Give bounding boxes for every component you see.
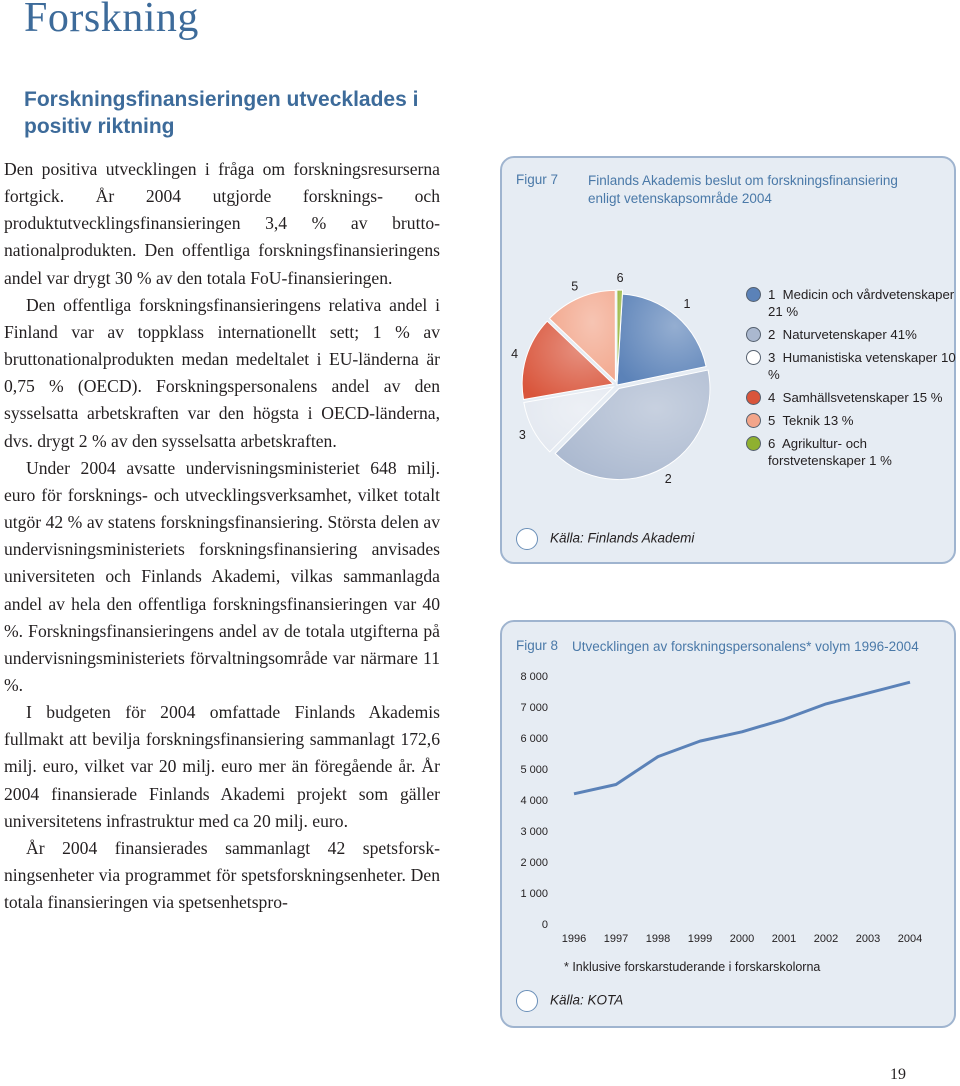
legend-num: 1 [768,287,776,302]
legend-item [746,435,956,469]
pie-slice-label: 4 [511,347,519,362]
pie-slice-shade [617,294,706,385]
y-tick-label: 3 000 [520,826,548,838]
legend-item [746,389,956,406]
body-paragraph: Den offentliga forskningsfinansieringens relativa andel i Finland var av toppklass internationellt sett; 1 % av bruttonationalprodukten medan medeltalet i EU-länderna är 0,75 % (OECD). Forskningspersonalens andel av den sysselsatta arbetskraften var den högsta i OECD-länderna, dvs. drygt 2 % av den sysselsatta arbetskraften. [4,294,440,451]
y-tick-label: 2 000 [520,857,548,869]
x-tick-label: 2000 [729,933,755,945]
figure-8-box [500,620,956,1028]
legend-num: 3 [768,350,776,365]
series-line [574,682,910,794]
x-tick-label: 1996 [561,933,587,945]
body-paragraph: I budgeten för 2004 omfattade Finlands Akademis fullmakt att bevilja forskningsfinansiering sammanlagt 172,6 milj. euro, vilket var 20 milj. euro mer än föregående år. År 2004 finansierade Finlands Akademi projekt som gäller universitetens infrastruktur med ca 20 milj. euro. [4,702,440,831]
section-title: Forskning [24,0,199,41]
y-tick-label: 1 000 [520,888,548,900]
figure-8-source [516,990,623,1012]
legend-item [746,326,956,343]
y-tick-label: 5 000 [520,764,548,776]
legend-swatch [746,327,761,342]
body-paragraph: Den positiva utvecklingen i fråga om forskningsresurserna fortgick. År 2004 utgjorde forsknings- och produktutvecklingsfinansieringen 3,4 % av bruttonationalprodukten. Den offentliga forskningsfinansieringens andel var drygt 30 % av den totala FoU-finansieringen. [4,159,440,288]
page-number: 19 [890,1066,906,1083]
x-tick-label: 2004 [897,933,923,945]
figure-7-title: Finlands Akademis beslut om forskningsfinansiering enligt vetenskapsområde 2004 [588,173,898,206]
figure-7-source [516,528,694,550]
x-tick-label: 1997 [603,933,629,945]
figure-7-number: Figur 7 [516,172,559,187]
y-tick-label: 8 000 [520,671,548,683]
body-paragraph: År 2004 finansierades sammanlagt 42 spetsforskningsenheter via programmet för spetsforskningsenheter. Den totala finansieringen via spetsenhetspro- [4,837,440,913]
legend-num: 2 [768,327,776,342]
legend-label: Agrikultur- och forstvetenskaper 1 % [768,436,892,468]
figure-7-box [500,156,956,564]
legend-swatch [746,413,761,428]
pie-slice-label: 6 [616,271,624,286]
source-text: Källa: KOTA [550,992,624,1008]
legend-item [746,286,956,320]
article-body [4,156,440,916]
x-tick-label: 1998 [645,933,671,945]
legend-item [746,349,956,383]
body-paragraph: Under 2004 avsatte undervisningsministeriet 648 milj. euro för forsknings- och utvecklingsverksamhet, vilket totalt utgör 42 % av statens forskningsfinansiering. Största delen av undervisningsministeriets forskningsfinansiering anvisades universiteten och Finlands Akademi, vilkas sammanlagda andel av hela den offentliga forskningsfinansieringen var 40 %. Forskningsfinansieringens andel av de totala utgifterna på undervisningsministeriets förvaltningsområde var närmare 11 %. [4,457,440,695]
legend-label: Samhällsvetenskaper 15 % [782,390,943,405]
circle-icon [516,990,538,1012]
legend-label: Humanistiska vetenskaper 10 % [768,350,956,382]
legend-num: 6 [768,436,776,451]
figure-8-title: Utvecklingen av forskningspersonalens* volym 1996-2004 [572,639,919,654]
circle-icon [516,528,538,550]
y-tick-label: 6 000 [520,733,548,745]
legend-swatch [746,436,761,451]
x-tick-label: 2002 [813,933,839,945]
source-text: Källa: Finlands Akademi [550,530,695,546]
article-heading: Forskningsfinansieringen utvecklades i positiv riktning [24,88,419,138]
x-tick-label: 2001 [771,933,797,945]
pie-slice-label: 1 [683,297,691,312]
legend-swatch [746,350,761,365]
legend-swatch [746,390,761,405]
legend-item [746,412,956,429]
x-tick-label: 1999 [687,933,713,945]
legend-label: Naturvetenskaper 41% [782,327,917,342]
y-tick-label: 7 000 [520,702,548,714]
pie-slice-label: 3 [518,427,526,442]
x-tick-label: 2003 [855,933,881,945]
figure-8-footnote: * Inklusive forskarstuderande i forskarskolorna [564,960,821,974]
pie-legend [746,286,956,475]
legend-num: 4 [768,390,776,405]
legend-label: Teknik 13 % [782,413,854,428]
legend-label: Medicin och vårdvetenskaper 21 % [768,287,955,319]
legend-num: 5 [768,413,776,428]
pie-slice-label: 5 [571,279,579,294]
figure-8-number: Figur 8 [516,638,559,653]
legend-swatch [746,287,761,302]
pie-slice-label: 2 [664,471,672,486]
y-tick-label: 4 000 [520,795,548,807]
y-tick-label: 0 [541,919,548,931]
